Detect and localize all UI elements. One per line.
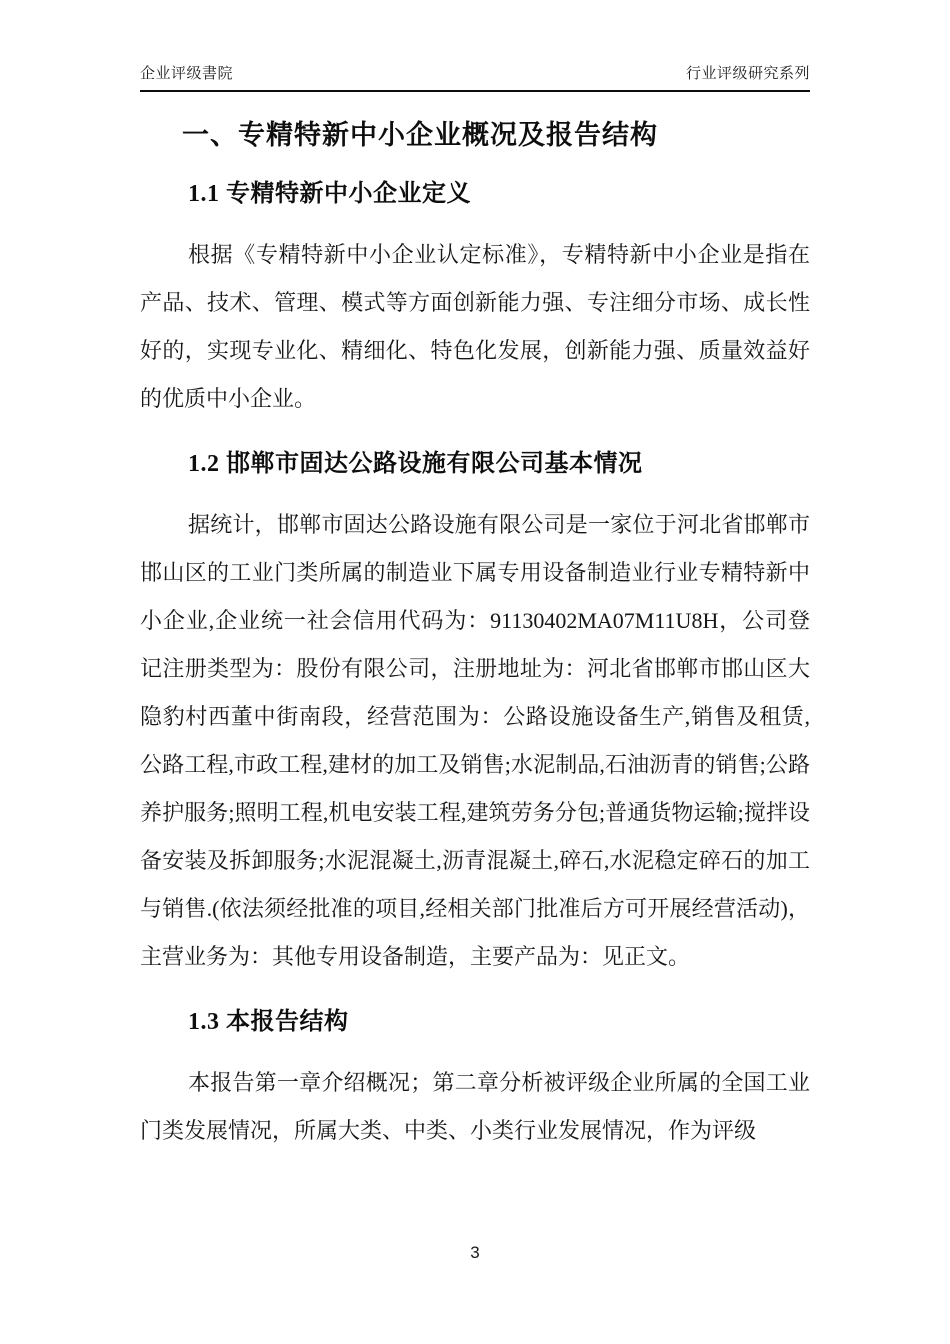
section-1-3-paragraph: 本报告第一章介绍概况；第二章分析被评级企业所属的全国工业门类发展情况，所属大类、中类、小类行业发展情况，作为评级: [140, 1069, 810, 1143]
section-1-1-paragraph: 根据《专精特新中小企业认定标准》，专精特新中小企业是指在产品、技术、管理、模式等方面创新能力强、专注细分市场、成长性好的，实现专业化、精细化、特色化发展，创新能力强、质量效益好的优质中小企业。: [140, 241, 810, 411]
header-left-text: 企业评级書院: [140, 65, 234, 82]
page-number: 3: [470, 1243, 480, 1262]
section-1-2-heading: 1.2 邯郸市固达公路设施有限公司基本情况: [188, 450, 643, 477]
section-1-1-heading: 1.1 专精特新中小企业定义: [188, 180, 471, 207]
section-1-2-paragraph: 据统计，邯郸市固达公路设施有限公司是一家位于河北省邯郸市邯山区的工业门类所属的制造业下属专用设备制造业行业专精特新中小企业,企业统一社会信用代码为：91130402MA07M11U8H，公司登记注册类型为：股份有限公司，注册地址为：河北省邯郸市邯山区大隐豹村西董中街南段，经营范围为：公路设施设备生产,销售及租赁,公路工程,市政工程,建材的加工及销售;水泥制品,石油沥青的销售;公路养护服务;照明工程,机电安装工程,建筑劳务分包;普通货物运输;搅拌设备安装及拆卸服务;水泥混凝土,沥青混凝土,碎石,水泥稳定碎石的加工与销售.(依法须经批准的项目,经相关部门批准后方可开展经营活动)，主营业务为：其他专用设备制造，主要产品为：见正文。: [140, 511, 810, 969]
header-right-text: 行业评级研究系列: [685, 65, 810, 82]
section-1-3-heading: 1.3 本报告结构: [188, 1008, 349, 1035]
chapter-title: 一、专精特新中小企业概况及报告结构: [182, 120, 658, 150]
page-header: [140, 62, 810, 92]
